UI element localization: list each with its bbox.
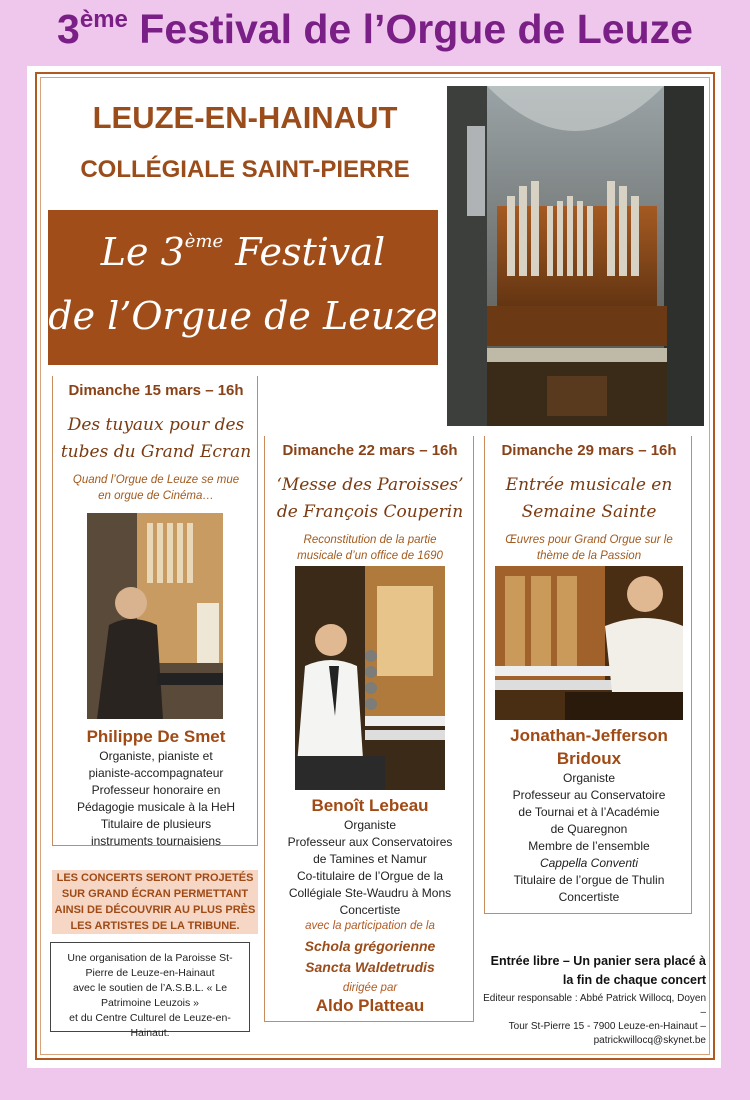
page-title (0, 6, 750, 53)
concert-title (265, 472, 475, 526)
bio-line: Collégiale Ste-Waudru à Mons (288, 886, 452, 900)
entry-line: la fin de chaque concert (562, 973, 706, 987)
concert-3 (484, 436, 692, 914)
editor-line: Editeur responsable : Abbé Patrick Willocq, Doyen – (483, 993, 706, 1018)
organisation-line: et du Centre Culturel de Leuze-en- (69, 1012, 231, 1024)
performer-photo (295, 566, 445, 790)
concert-subtitle (265, 532, 475, 564)
organisation-line: avec le soutien de l’A.S.B.L. « Le (72, 982, 228, 994)
concert-title-line: tubes du Grand Ecran (60, 442, 252, 462)
editor-line: Tour St-Pierre 15 - 7900 Leuze-en-Hainaut – (508, 1021, 706, 1032)
bio-line: Organiste (562, 771, 616, 785)
notice-line: AINSI DE DÉCOUVRIR AU PLUS PRÈS (54, 904, 256, 916)
concert-subtitle (485, 532, 693, 564)
notice-line: SUR GRAND ÉCRAN PERMETTANT (61, 888, 249, 900)
bio-line: de Tamines et Namur (313, 852, 427, 866)
city-heading: LEUZE-EN-HAINAUT (92, 100, 398, 135)
concert-date: Dimanche 22 mars – 16h (282, 442, 458, 459)
concert-date: Dimanche 15 mars – 16h (68, 382, 244, 399)
screen-notice (52, 870, 258, 934)
concert-1 (52, 376, 258, 846)
bio-line: Professeur aux Conservatoires (287, 835, 453, 849)
bio-line: Pédagogie musicale à la HeH (76, 800, 236, 814)
notice-line: LES CONCERTS SERONT PROJETÉS (56, 872, 254, 884)
organisation-line: Patrimoine Leuzois » (100, 997, 200, 1009)
directed-by: dirigée par (342, 982, 398, 994)
banner-prefix: Le 3 (100, 230, 185, 274)
ensemble-name (265, 936, 475, 978)
bio-line: Titulaire de l’orgue de Thulin (513, 873, 665, 887)
organisation-box (50, 942, 250, 1039)
performer-bio (53, 748, 259, 850)
bio-line: Co-titulaire de l’Orgue de la (296, 869, 444, 883)
with-label: avec la participation de la (305, 920, 435, 932)
performer-photo (87, 513, 223, 719)
concert-subtitle-line: musicale d’un office de 1690 (297, 550, 443, 562)
banner-line-1 (48, 230, 438, 274)
bio-line: Professeur honoraire en (91, 783, 221, 797)
title-ordinal: 3 (57, 6, 80, 52)
concert-title-line: ‘Messe des Paroisses’ (276, 475, 464, 495)
performer-photo (495, 566, 683, 720)
organisation-line: Une organisation de la Paroisse St- (67, 952, 233, 964)
organisation-line: Pierre de Leuze-en-Hainaut (85, 967, 215, 979)
concert-date: Dimanche 29 mars – 16h (501, 442, 677, 459)
performer-name-line: Jonathan-Jefferson (510, 726, 668, 745)
entry-line: Entrée libre – Un panier sera placé à (490, 954, 706, 968)
bio-line: Titulaire de plusieurs (100, 817, 212, 831)
bio-line: pianiste-accompagnateur (88, 766, 224, 780)
concert-subtitle-line: en orgue de Cinéma… (98, 490, 214, 502)
performer-name-line: Bridoux (556, 749, 622, 768)
concert-subtitle-line: thème de la Passion (536, 550, 642, 562)
bio-line-italic: Cappella Conventi (539, 856, 639, 870)
ensemble-line: Schola grégorienne (304, 938, 436, 954)
concert-title-line: Entrée musicale en (505, 475, 673, 495)
concert-subtitle-line: Œuvres pour Grand Orgue sur le (505, 534, 673, 546)
bio-line: Organiste (343, 818, 397, 832)
bio-line: Concertiste (339, 903, 401, 917)
concert-title (53, 412, 259, 466)
bio-line: Professeur au Conservatoire (512, 788, 666, 802)
organisation-line: Hainaut. (130, 1027, 170, 1039)
concert-title-line: Semaine Sainte (521, 502, 657, 522)
bio-line: de Tournai et à l’Académie (518, 805, 660, 819)
ensemble-line: Sancta Waldetrudis (305, 959, 435, 975)
concert-title-line: de François Couperin (276, 502, 464, 522)
title-ordinal-suffix: ème (79, 6, 128, 33)
concert-subtitle (53, 472, 259, 504)
banner-suffix: Festival (223, 230, 386, 274)
concert-subtitle-line: Quand l’Orgue de Leuze se mue (72, 474, 240, 486)
concert-subtitle-line: Reconstitution de la partie (303, 534, 437, 546)
church-heading: COLLÉGIALE SAINT-PIERRE (80, 156, 410, 183)
banner-sup: ème (184, 231, 224, 252)
bio-line: de Quaregnon (550, 822, 628, 836)
performer-name (485, 724, 693, 770)
organ-photo (447, 86, 704, 426)
title-text: Festival de l’Orgue de Leuze (127, 6, 693, 52)
free-entry-notice (486, 952, 706, 990)
banner-line-2: de l’Orgue de Leuze (48, 294, 438, 338)
performer-bio (485, 770, 693, 906)
bio-line: Organiste, pianiste et (99, 749, 213, 763)
editor-email: patrickwillocq@skynet.be (593, 1035, 706, 1046)
performer-bio (265, 817, 475, 919)
concert-title (485, 472, 693, 526)
performer-name: Philippe De Smet (86, 727, 226, 746)
bio-line: instruments tournaisiens (90, 834, 222, 848)
director-name: Aldo Platteau (315, 996, 425, 1015)
bio-line: Membre de l’ensemble (528, 839, 650, 853)
concert-title-line: Des tuyaux pour des (67, 415, 245, 435)
concert-2 (264, 436, 474, 1022)
notice-line: LES ARTISTES DE LA TRIBUNE. (70, 920, 240, 932)
bio-line: Concertiste (558, 890, 620, 904)
festival-banner (48, 210, 438, 365)
editor-info (476, 992, 706, 1048)
performer-name: Benoît Lebeau (311, 796, 429, 815)
